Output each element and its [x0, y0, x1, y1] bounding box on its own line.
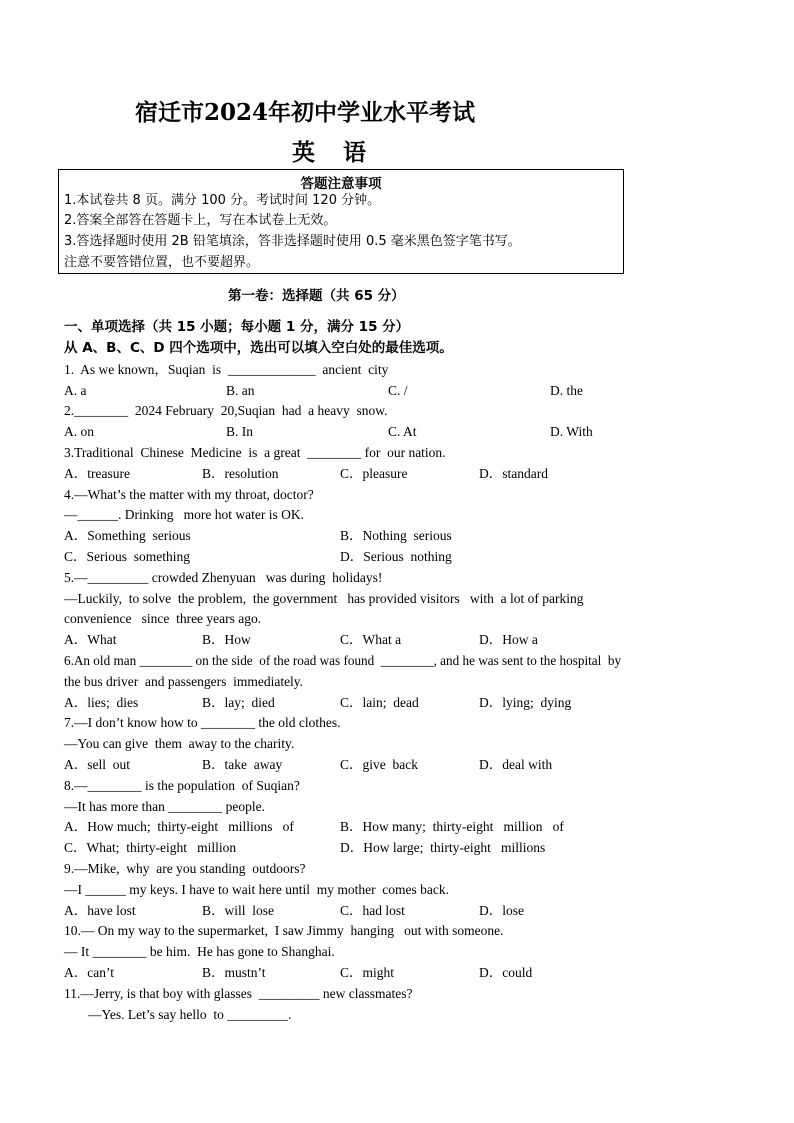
- question-3-stem: 3.Traditional Chinese Medicine is a great ________ for our nation.: [64, 445, 446, 460]
- question-10-line-2: — It ________ be him. He has gone to Shanghai.: [64, 944, 335, 959]
- question-7-option-d: D．deal with: [479, 757, 553, 772]
- question-9-option-b: B．will lose: [202, 903, 275, 918]
- question-9-line-2: —I ______ my keys. I have to wait here until my mother comes back.: [64, 882, 450, 897]
- question-7-option-b: B．take away: [202, 757, 283, 772]
- question-3-option-a: A．treasure: [64, 466, 130, 481]
- question-8-line-2: —It has more than ________ people.: [64, 799, 265, 814]
- question-4-line-2: —______. Drinking more hot water is OK.: [64, 507, 304, 522]
- question-2-option-a: A. on: [64, 424, 94, 439]
- question-3-option-d: D．standard: [479, 466, 548, 481]
- question-6-option-c: C．lain; dead: [340, 695, 419, 710]
- question-3-option-b: B．resolution: [202, 466, 279, 481]
- question-1-option-a: A. a: [64, 383, 87, 398]
- question-6-option-a: A．lies; dies: [64, 695, 139, 710]
- subject-title: 英 语: [292, 139, 377, 166]
- notice-line-1: 1.本试卷共 8 页。满分 100 分。考试时间 120 分钟。: [64, 193, 381, 208]
- question-2-stem: 2.________ 2024 February 20,Suqian had a heavy snow.: [64, 403, 388, 418]
- question-11-stem: 11.—Jerry, is that boy with glasses _________ new classmates?: [64, 986, 413, 1001]
- question-1-option-b: B. an: [226, 383, 255, 398]
- part-title: 第一卷：选择题（共 65 分）: [228, 288, 405, 304]
- question-3-option-c: C．pleasure: [340, 466, 408, 481]
- question-1-stem: 1. As we known，Suqian is _____________ ancient city: [64, 362, 389, 377]
- section-title: 一、单项选择（共 15 小题；每小题 1 分，满分 15 分）: [64, 319, 410, 335]
- question-5-option-b: B．How: [202, 632, 251, 647]
- question-1-option-d: D. the: [550, 383, 583, 398]
- question-7-option-a: A．sell out: [64, 757, 130, 772]
- question-5-option-d: D．How a: [479, 632, 538, 647]
- question-10-option-b: B．mustn’t: [202, 965, 266, 980]
- question-11-line-2: —Yes. Let’s say hello to _________.: [88, 1007, 292, 1022]
- question-9-stem: 9.—Mike, why are you standing outdoors?: [64, 861, 306, 876]
- question-7-line-2: —You can give them away to the charity.: [64, 736, 295, 751]
- question-4-option-a: A．Something serious: [64, 528, 191, 543]
- question-10-option-c: C．might: [340, 965, 395, 980]
- question-5-line-2: —Luckily, to solve the problem, the government has provided visitors with a lot of parking: [64, 591, 584, 606]
- question-6-line-2: the bus driver and passengers immediately.: [64, 674, 304, 689]
- question-4-stem: 4.—What’s the matter with my throat, doctor?: [64, 487, 314, 502]
- question-8-option-a: A．How much; thirty-eight millions of: [64, 819, 294, 834]
- question-8-option-c: C．What; thirty-eight million: [64, 840, 237, 855]
- question-9-option-c: C．had lost: [340, 903, 405, 918]
- question-2-option-c: C. At: [388, 424, 417, 439]
- question-5-stem: 5.—_________ crowded Zhenyuan was during holidays!: [64, 570, 383, 585]
- question-1-option-c: C. /: [388, 383, 408, 398]
- question-4-option-d: D．Serious nothing: [340, 549, 452, 564]
- notice-line-4: 注意不要答错位置，也不要超界。: [64, 255, 260, 270]
- section-instruction: 从 A、B、C、D 四个选项中，选出可以填入空白处的最佳选项。: [64, 340, 453, 356]
- question-9-option-a: A．have lost: [64, 903, 136, 918]
- question-6-option-d: D．lying; dying: [479, 695, 572, 710]
- notice-line-2: 2.答案全部答在答题卡上，写在本试卷上无效。: [64, 213, 337, 228]
- question-6-stem: 6.An old man ________ on the side of the road was found ________, and he was sent to the hospital by: [64, 653, 622, 668]
- question-2-option-d: D. With: [550, 424, 593, 439]
- question-10-stem: 10.— On my way to the supermarket, I saw Jimmy hanging out with someone.: [64, 923, 504, 938]
- notice-title: 答题注意事项: [300, 176, 382, 192]
- question-10-option-d: D．could: [479, 965, 533, 980]
- question-5-option-a: A．What: [64, 632, 117, 647]
- question-8-option-d: D．How large; thirty-eight millions: [340, 840, 546, 855]
- exam-title: 宿迁市2024年初中学业水平考试: [135, 99, 476, 126]
- question-10-option-a: A．can’t: [64, 965, 114, 980]
- question-5-option-c: C．What a: [340, 632, 402, 647]
- question-4-option-c: C．Serious something: [64, 549, 191, 564]
- question-5-line-3: convenience since three years ago.: [64, 611, 262, 626]
- question-4-option-b: B．Nothing serious: [340, 528, 452, 543]
- notice-box: [58, 169, 624, 274]
- question-8-option-b: B．How many; thirty-eight million of: [340, 819, 564, 834]
- question-6-option-b: B．lay; died: [202, 695, 275, 710]
- notice-line-3: 3.答选择题时使用 2B 铅笔填涂，答非选择题时使用 0.5 毫米黑色签字笔书写。: [64, 234, 521, 249]
- question-8-stem: 8.—________ is the population of Suqian?: [64, 778, 300, 793]
- question-7-option-c: C．give back: [340, 757, 418, 772]
- question-2-option-b: B. In: [226, 424, 253, 439]
- question-7-stem: 7.—I don’t know how to ________ the old clothes.: [64, 715, 341, 730]
- question-9-option-d: D．lose: [479, 903, 524, 918]
